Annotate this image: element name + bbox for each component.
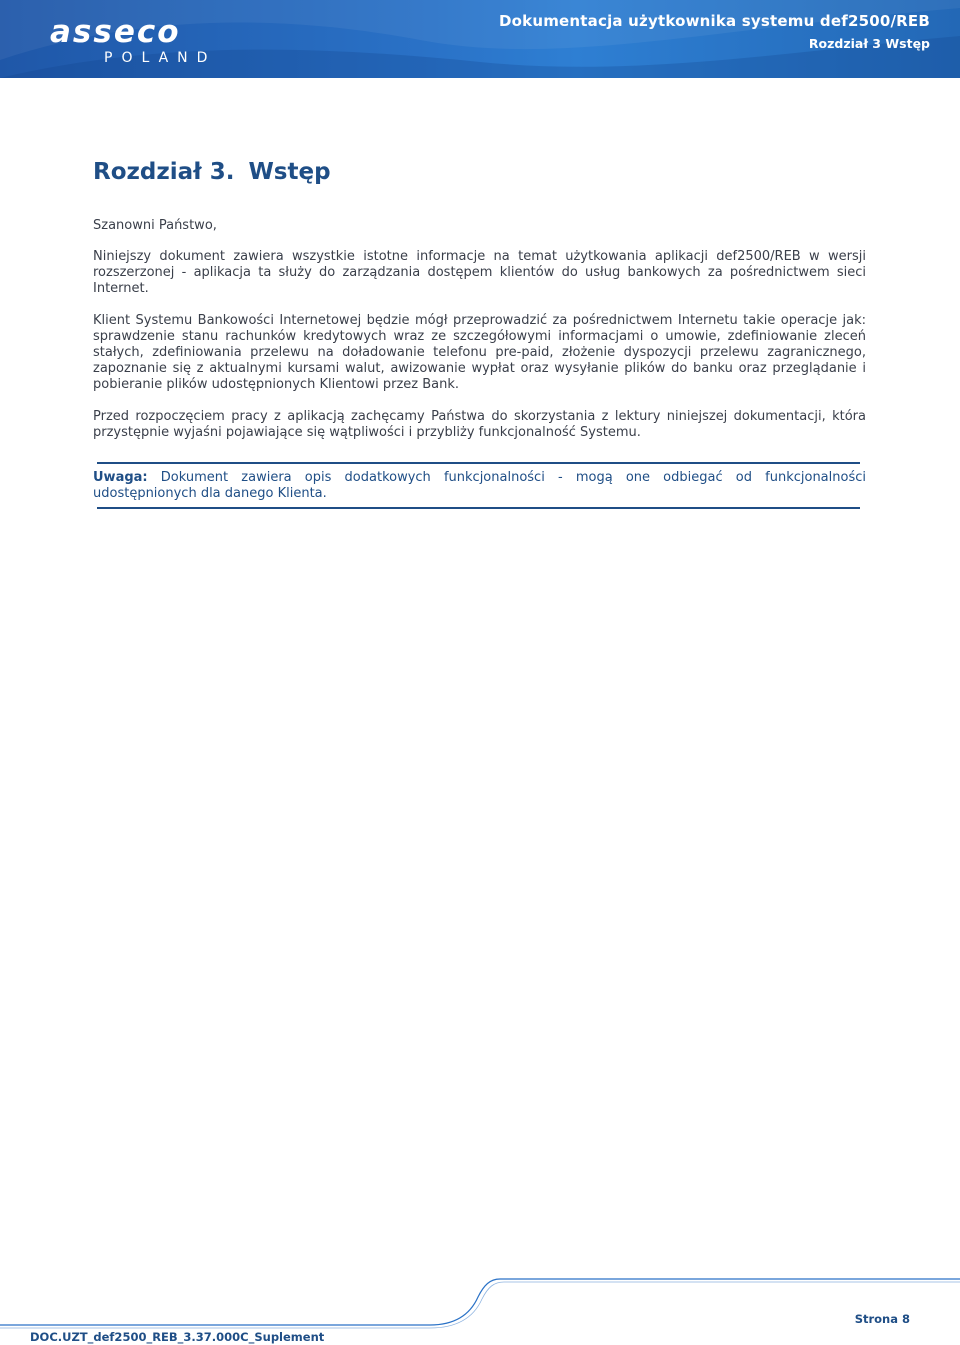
logo-country: POLAND <box>104 50 217 66</box>
page-content <box>93 150 866 441</box>
intro-paragraph: Niniejszy dokument zawiera wszystkie istotne informacje na temat użytkowania aplikacji def2500/REB w wersji rozszerzonej - aplikacja ta służy do zarządzania dostępem klientów do usług bankowych za pośrednictwem sieci Internet. <box>93 249 866 296</box>
greeting-paragraph: Szanowni Państwo, <box>93 218 217 233</box>
chapter-title: Wstęp <box>248 159 331 185</box>
footer-page-number: Strona 8 <box>854 1312 910 1326</box>
chapter-number: Rozdział 3. <box>93 159 235 185</box>
header-section-reference: Rozdział 3 Wstęp <box>808 36 930 51</box>
chapter-heading <box>93 150 866 194</box>
note-box <box>93 462 866 509</box>
encouragement-paragraph: Przed rozpoczęciem pracy z aplikacją zachęcamy Państwa do skorzystania z lektury niniejszej dokumentacji, która przystępnie wyjaśni pojawiające się wątpliwości i przybliży funkcjonalność Systemu. <box>93 409 866 440</box>
features-paragraph: Klient Systemu Bankowości Internetowej będzie mógł przeprowadzić za pośrednictwem Internetu takie operacje jak: sprawdzenie stanu rachunków kredytowych wraz ze szczegółowymi informacjami o umowie, zdefiniowanie zleceń stałych, zdefiniowania przelewu na doładowanie telefonu pre-paid, złożenie dyspozycji przelewu zagranicznego, zapoznanie się z aktualnymi kursami walut, awizowanie wypłat oraz wysyłanie plików do banku oraz przeglądanie i pobieranie plików udostępnionych Klientowi przez Bank. <box>93 313 866 392</box>
page-header <box>0 0 960 78</box>
asseco-logo <box>50 14 260 68</box>
note-paragraph <box>93 470 866 502</box>
header-document-title: Dokumentacja użytkownika systemu def2500/REB <box>499 12 930 30</box>
note-label: Uwaga: <box>93 470 148 485</box>
note-text: Dokument zawiera opis dodatkowych funkcjonalności - mogą one odbiegać od funkcjonalności udostępnionych dla danego Klienta. <box>93 470 866 501</box>
footer-document-code: DOC.UZT_def2500_REB_3.37.000C_Suplement <box>30 1330 325 1344</box>
logo-wordmark: asseco <box>50 14 181 50</box>
